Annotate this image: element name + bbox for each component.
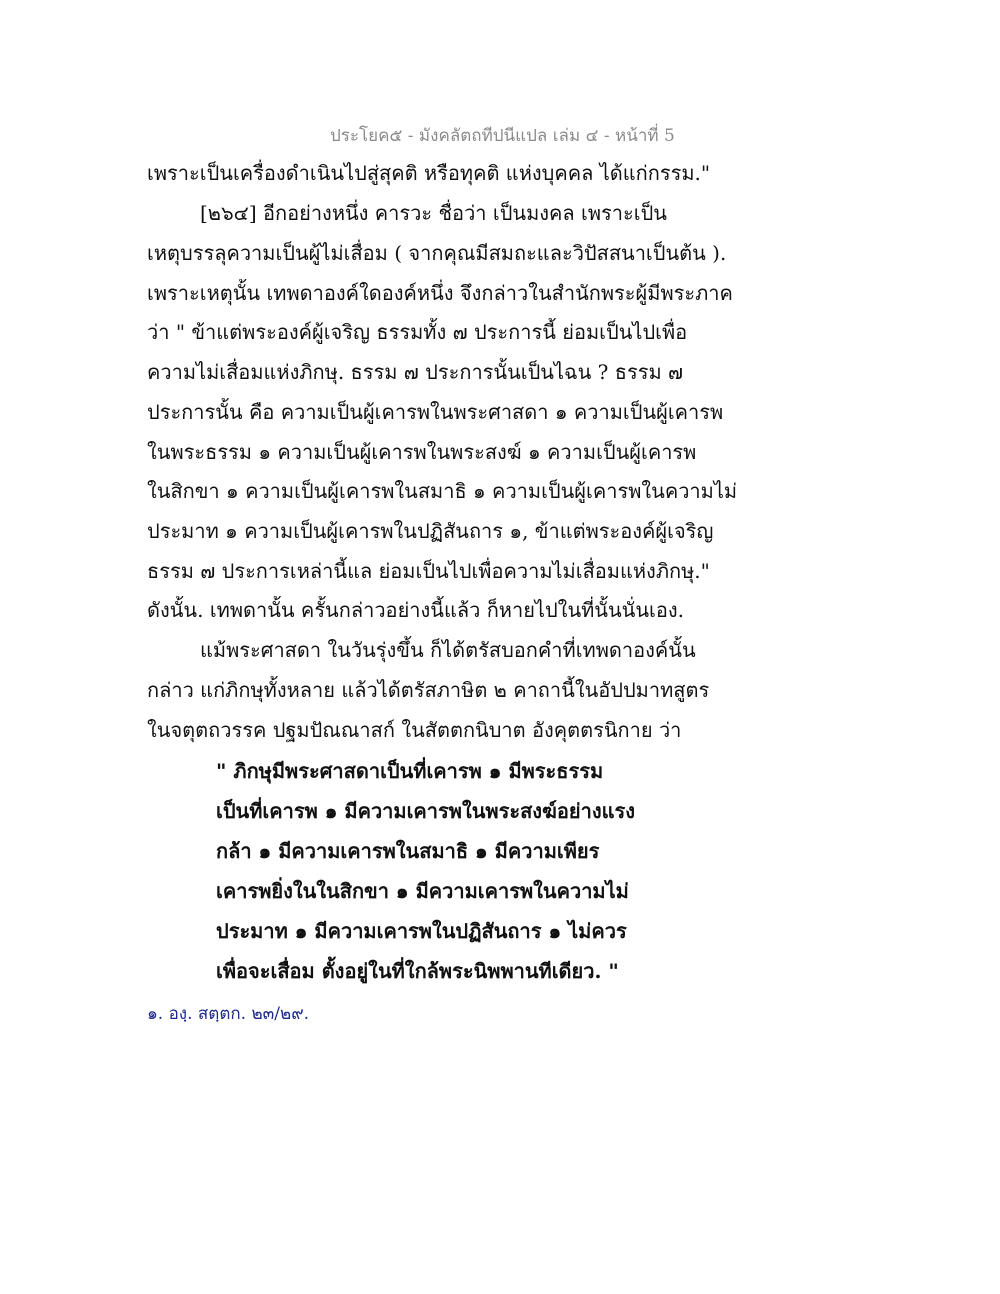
verse-line: กล้า ๑ มีความเคารพในสมาธิ ๑ มีความเพียร	[216, 839, 600, 863]
body-line: ในพระธรรม ๑ ความเป็นผู้เคารพในพระสงฆ์ ๑ ความเป็นผู้เคารพ	[147, 440, 697, 464]
body-line: ความไม่เสื่อมแห่งภิกษุ. ธรรม ๗ ประการนั้นเป็นไฉน ? ธรรม ๗	[147, 360, 684, 384]
footnote: ๑. องฺ. สตฺตก. ๒๓/๒๙.	[147, 1004, 310, 1024]
page-header: ประโยค๕ - มังคลัตถทีปนีแปล เล่ม ๔ - หน้าที่ 5	[330, 126, 675, 146]
verse-line: " ภิกษุมีพระศาสดาเป็นที่เคารพ ๑ มีพระธรรม	[216, 759, 604, 783]
body-line: ว่า " ข้าแต่พระองค์ผู้เจริญ ธรรมทั้ง ๗ ประการนี้ ย่อมเป็นไปเพื่อ	[147, 320, 688, 344]
body-line: กล่าว แก่ภิกษุทั้งหลาย แล้วได้ตรัสภาษิต ๒ คาถานี้ในอัปปมาทสูตร	[147, 678, 710, 702]
body-line: ดังนั้น. เทพดานั้น ครั้นกล่าวอย่างนี้แล้ว ก็หายไปในที่นั้นนั่นเอง.	[147, 598, 684, 622]
body-line: เพราะเป็นเครื่องดำเนินไปสู่สุคติ หรือทุคติ แห่งบุคคล ได้แก่กรรม."	[147, 161, 711, 185]
body-line: ในจตุตถวรรค ปฐมปัณณาสก์ ในสัตตกนิบาต อังคุตตรนิกาย ว่า	[147, 718, 682, 742]
body-line: ประมาท ๑ ความเป็นผู้เคารพในปฏิสันถาร ๑, ข้าแต่พระองค์ผู้เจริญ	[147, 519, 714, 543]
body-line: ในสิกขา ๑ ความเป็นผู้เคารพในสมาธิ ๑ ความเป็นผู้เคารพในความไม่	[147, 479, 738, 503]
body-line: ประการนั้น คือ ความเป็นผู้เคารพในพระศาสดา ๑ ความเป็นผู้เคารพ	[147, 400, 724, 424]
verse-line: ประมาท ๑ มีความเคารพในปฏิสันถาร ๑ ไม่ควร	[216, 919, 627, 943]
body-line: ธรรม ๗ ประการเหล่านี้แล ย่อมเป็นไปเพื่อความไม่เสื่อมแห่งภิกษุ."	[147, 559, 710, 583]
verse-line: เป็นที่เคารพ ๑ มีความเคารพในพระสงฆ์อย่างแรง	[216, 799, 636, 823]
body-line: เพราะเหตุนั้น เทพดาองค์ใดองค์หนึ่ง จึงกล่าวในสำนักพระผู้มีพระภาค	[147, 281, 733, 305]
verse-line: เพื่อจะเสื่อม ตั้งอยู่ในที่ใกล้พระนิพพานทีเดียว. "	[216, 959, 619, 983]
body-line: เหตุบรรลุความเป็นผู้ไม่เสื่อม ( จากคุณมีสมถะและวิปัสสนาเป็นต้น ).	[147, 241, 727, 265]
body-line: แม้พระศาสดา ในวันรุ่งขึ้น ก็ได้ตรัสบอกคำที่เทพดาองค์นั้น	[200, 638, 696, 662]
body-line: [๒๖๔] อีกอย่างหนึ่ง คารวะ ชื่อว่า เป็นมงคล เพราะเป็น	[200, 201, 667, 225]
verse-line: เคารพยิ่งในในสิกขา ๑ มีความเคารพในความไม่	[216, 879, 629, 903]
